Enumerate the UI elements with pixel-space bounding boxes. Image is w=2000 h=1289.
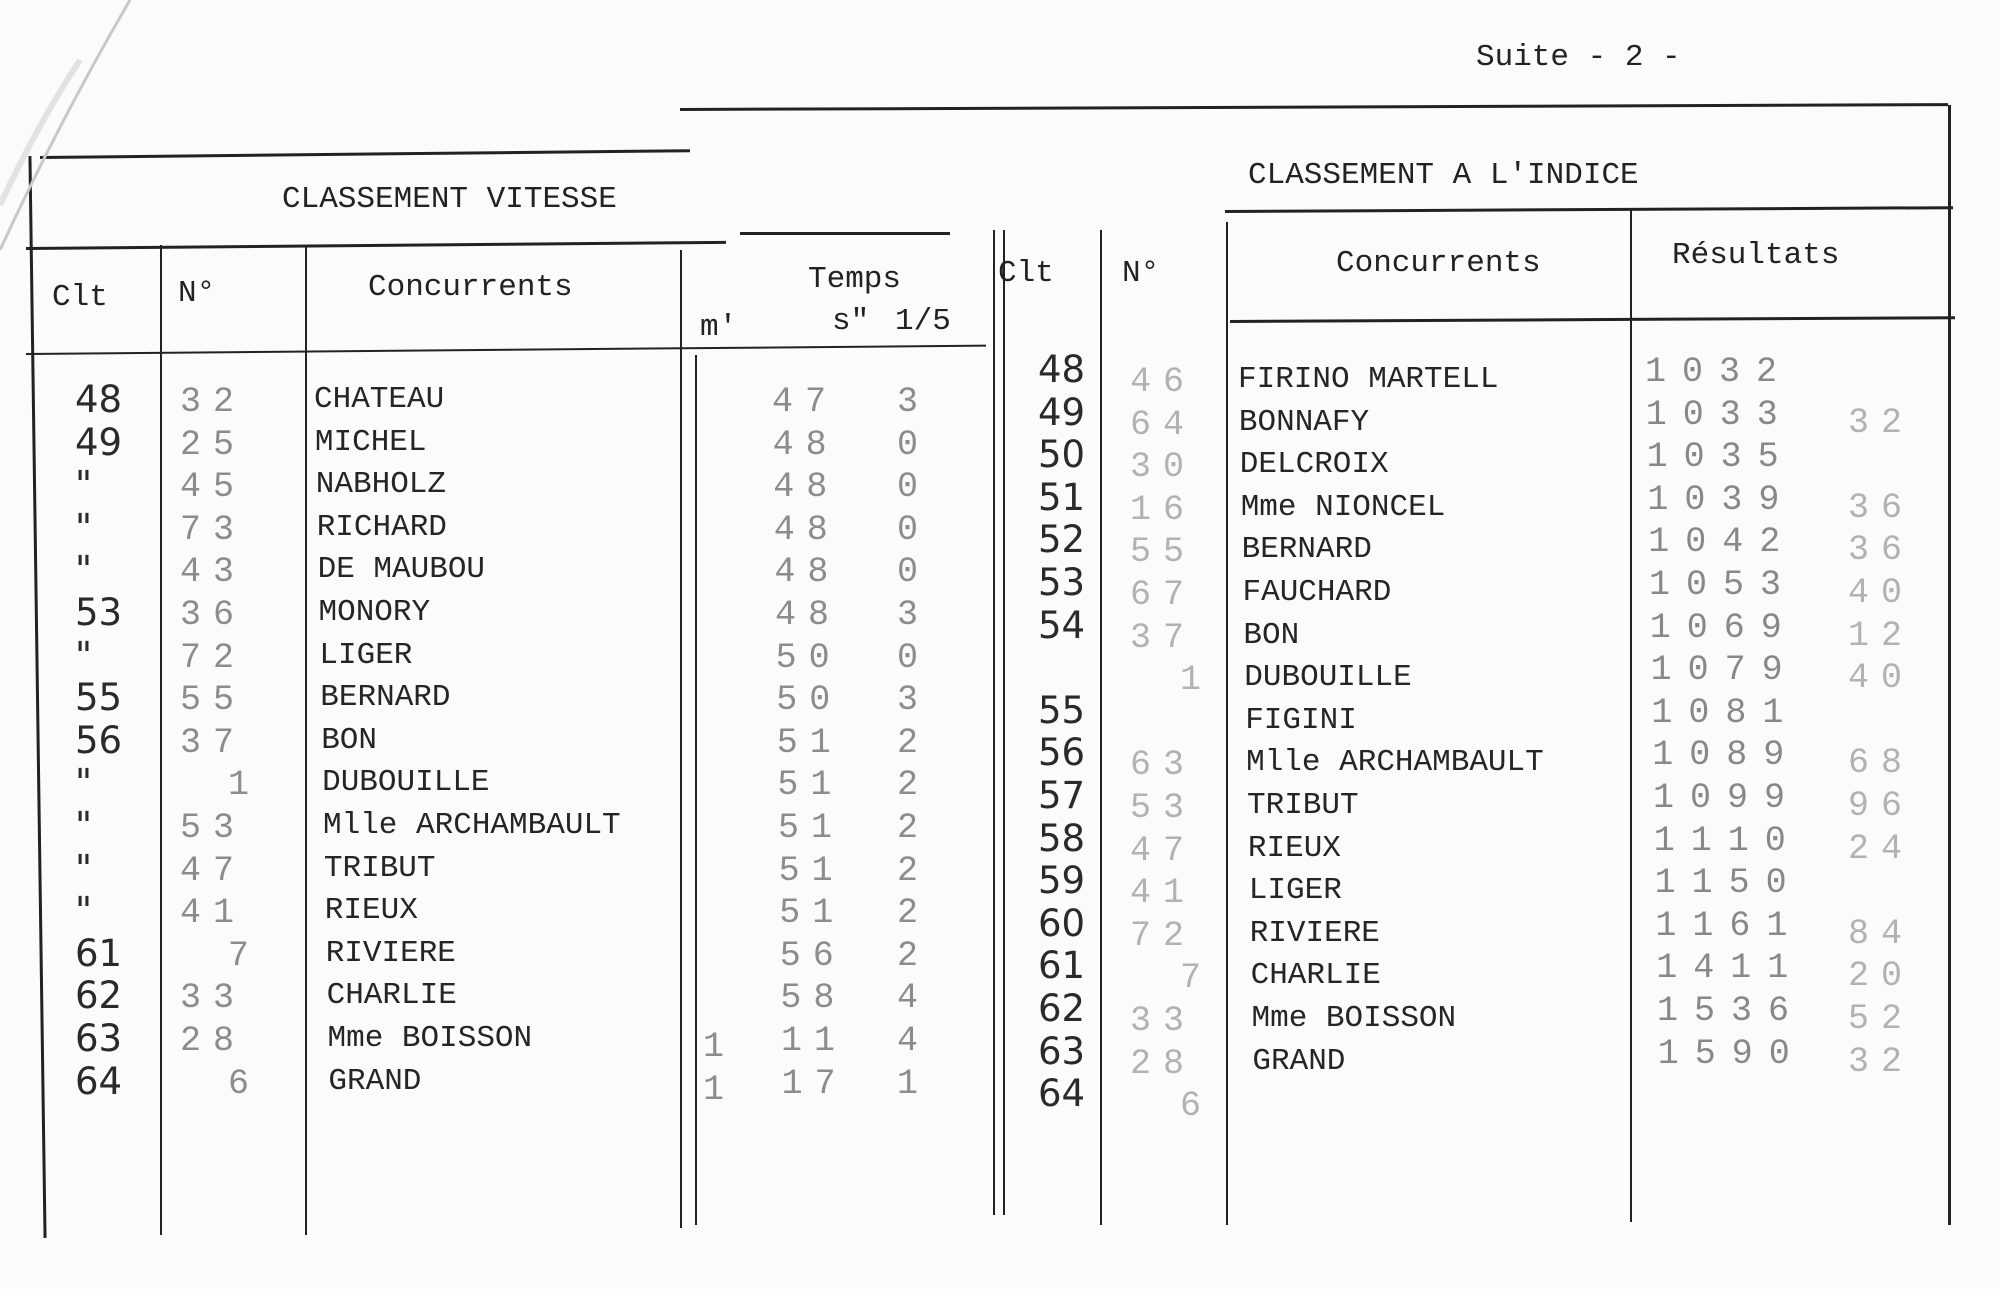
index-extra-cell: 20 [1848, 956, 1915, 997]
index-extra-cell: 40 [1848, 573, 1915, 613]
speed-col-time-sec: s" [832, 304, 870, 339]
column-header-bottom-right [1230, 316, 1955, 323]
speed-rank-cell: " [75, 889, 93, 933]
speed-time-fifth-cell: 2 [897, 850, 931, 891]
index-rank-cell: 61 [1038, 944, 1086, 988]
speed-time-fifth-cell: 2 [897, 722, 931, 763]
speed-time-fifth-cell: 3 [897, 382, 931, 422]
speed-time-sec-cell: 11 [781, 1021, 848, 1061]
speed-competitor-cell: Mme BOISSON [327, 1021, 533, 1056]
speed-time-fifth-cell: 4 [897, 1021, 931, 1061]
speed-competitor-cell: TRIBUT [323, 850, 436, 886]
speed-number-cell: 43 [180, 552, 247, 593]
index-result-cell: 1039 [1647, 479, 1796, 520]
index-rank-cell: 50 [1038, 433, 1086, 477]
col-line-time [695, 355, 697, 1225]
speed-number-cell: 47 [180, 850, 247, 891]
index-result-cell: 1161 [1655, 905, 1804, 946]
speed-col-time: Temps [808, 262, 902, 297]
speed-time-fifth-cell: 0 [897, 552, 931, 593]
index-competitor-cell: TRIBUT [1247, 788, 1359, 823]
speed-number-cell: 55 [180, 680, 247, 721]
speed-rank-cell: 53 [75, 591, 123, 634]
index-number-cell: 30 [1130, 447, 1197, 488]
index-rank-cell: 54 [1038, 603, 1086, 647]
index-competitor-cell: BON [1243, 617, 1300, 653]
index-competitor-cell: Mme NIONCEL [1240, 489, 1446, 525]
speed-number-cell: 72 [180, 637, 247, 678]
index-result-cell: 1035 [1646, 437, 1795, 478]
index-number-cell: 64 [1130, 404, 1197, 445]
speed-rank-cell: " [75, 846, 93, 890]
speed-competitor-cell: DUBOUILLE [322, 765, 490, 801]
index-extra-cell: 52 [1848, 999, 1915, 1039]
speed-rank-cell: 61 [75, 931, 123, 975]
speed-number-cell: 33 [180, 978, 247, 1019]
speed-rank-cell: " [75, 463, 93, 507]
speed-competitor-cell: MONORY [318, 595, 431, 630]
index-rank-cell: 60 [1038, 901, 1086, 945]
index-result-cell: 1590 [1657, 1033, 1806, 1074]
speed-time-fifth-cell: 2 [897, 935, 931, 976]
speed-number-cell: 36 [180, 595, 247, 635]
index-competitor-cell: GRAND [1252, 1043, 1346, 1079]
column-header-bottom-left [26, 345, 986, 355]
index-rank-cell: 48 [1038, 348, 1086, 391]
index-number-cell: 37 [1130, 617, 1197, 658]
speed-col-competitors: Concurrents [368, 270, 573, 305]
header-divider-left [26, 241, 726, 250]
index-competitor-cell: CHARLIE [1250, 958, 1381, 994]
index-result-cell: 1110 [1653, 820, 1802, 861]
index-extra-cell: 36 [1848, 487, 1915, 528]
speed-col-time-min: m' [700, 310, 738, 345]
index-competitor-cell: FIGINI [1245, 702, 1357, 738]
speed-time-sec-cell: 17 [781, 1063, 848, 1104]
index-col-number: N° [1122, 256, 1160, 291]
speed-competitor-cell: Mlle ARCHAMBAULT [323, 808, 621, 843]
index-rank-cell: 57 [1038, 774, 1086, 817]
speed-time-sec-cell: 51 [778, 850, 845, 891]
speed-col-rank: Clt [52, 280, 108, 315]
index-number-cell: 63 [1130, 745, 1197, 786]
index-result-cell: 1069 [1649, 607, 1798, 648]
speed-time-min-cell: 1 [703, 1069, 737, 1110]
index-number-cell: 55 [1130, 532, 1197, 573]
index-rank-cell: 53 [1038, 561, 1086, 604]
top-border-right [680, 103, 1948, 111]
index-result-cell: 1536 [1657, 991, 1806, 1031]
speed-time-sec-cell: 50 [776, 680, 843, 721]
speed-time-fifth-cell: 2 [897, 893, 931, 934]
speed-time-fifth-cell: 0 [897, 424, 931, 465]
speed-time-fifth-cell: 2 [897, 765, 931, 806]
speed-col-time-fifth: 1/5 [895, 304, 951, 339]
speed-rank-cell: 63 [75, 1017, 123, 1060]
index-rank-cell: 64 [1038, 1072, 1086, 1116]
index-rank-cell: 51 [1038, 475, 1086, 519]
speed-competitor-cell: NABHOLZ [315, 467, 447, 503]
index-number-cell: 67 [1130, 575, 1197, 615]
index-rank-cell: 56 [1038, 731, 1086, 775]
index-extra-cell: 84 [1848, 913, 1915, 954]
speed-competitor-cell: GRAND [328, 1063, 422, 1099]
index-number-cell: 41 [1130, 873, 1197, 914]
speed-rank-cell: 62 [75, 974, 123, 1018]
speed-time-fifth-cell: 3 [897, 595, 931, 635]
index-rank-cell: 59 [1038, 859, 1086, 903]
index-competitor-cell: DUBOUILLE [1244, 660, 1412, 696]
speed-number-cell: 7 [228, 935, 262, 976]
index-competitor-cell: Mme BOISSON [1251, 1001, 1457, 1036]
index-rank-cell: 49 [1038, 390, 1086, 434]
speed-time-sec-cell: 48 [775, 595, 842, 635]
col-line-rank [160, 245, 162, 1235]
index-number-cell: 6 [1180, 1086, 1214, 1127]
speed-time-fifth-cell: 0 [897, 509, 931, 550]
header-divider-mid [740, 232, 950, 235]
index-competitor-cell: Mlle ARCHAMBAULT [1246, 745, 1544, 781]
speed-time-fifth-cell: 1 [897, 1063, 931, 1104]
speed-time-sec-cell: 51 [779, 893, 846, 934]
speed-time-sec-cell: 48 [772, 424, 839, 465]
index-number-cell: 16 [1130, 489, 1197, 530]
speed-rank-cell: 49 [75, 420, 123, 464]
index-number-cell: 1 [1180, 660, 1214, 701]
index-number-cell: 72 [1130, 915, 1197, 956]
speed-time-sec-cell: 48 [774, 552, 841, 593]
col-line-index-competitors [1630, 210, 1632, 1222]
index-result-cell: 1081 [1651, 692, 1800, 733]
speed-time-min-cell: 1 [703, 1027, 737, 1067]
speed-competitor-cell: DE MAUBOU [317, 552, 486, 588]
index-competitor-cell: RIEUX [1247, 830, 1341, 866]
speed-col-number: N° [178, 276, 216, 311]
index-rank-cell: 62 [1038, 987, 1086, 1030]
speed-rank-cell: " [75, 804, 93, 847]
index-competitor-cell: FAUCHARD [1242, 575, 1392, 610]
speed-number-cell: 1 [228, 765, 262, 806]
col-line-number [305, 247, 307, 1235]
speed-time-sec-cell: 48 [773, 509, 840, 550]
speed-time-fifth-cell: 0 [897, 467, 931, 508]
speed-competitor-cell: CHARLIE [326, 978, 457, 1014]
header-divider-right [1225, 206, 1953, 213]
speed-time-sec-cell: 48 [773, 467, 840, 508]
col-line-index-number [1226, 222, 1228, 1225]
right-edge [1948, 105, 1951, 1225]
index-competitor-cell: RIVIERE [1249, 915, 1380, 951]
index-result-cell: 1042 [1648, 522, 1797, 563]
index-rank-cell: 55 [1038, 688, 1086, 732]
speed-time-sec-cell: 51 [778, 808, 845, 848]
index-result-cell: 1079 [1650, 650, 1799, 691]
speed-time-fifth-cell: 4 [897, 978, 931, 1019]
index-number-cell: 46 [1130, 362, 1197, 402]
top-border-left [40, 149, 690, 159]
speed-rank-cell: " [75, 548, 93, 592]
speed-number-cell: 53 [180, 808, 247, 848]
speed-rank-cell: 64 [75, 1059, 123, 1103]
speed-number-cell: 37 [180, 722, 247, 763]
speed-time-sec-cell: 51 [776, 722, 843, 763]
speed-number-cell: 41 [180, 893, 247, 934]
index-result-cell: 1150 [1654, 863, 1803, 904]
index-result-cell: 1053 [1649, 565, 1798, 605]
index-extra-cell: 36 [1848, 530, 1915, 571]
index-result-cell: 1411 [1656, 948, 1805, 989]
index-rank-cell: 52 [1038, 518, 1086, 562]
speed-ranking-title: CLASSEMENT VITESSE [282, 182, 617, 217]
speed-rank-cell: " [75, 633, 93, 677]
index-rank-cell: 63 [1038, 1029, 1086, 1073]
speed-competitor-cell: RIVIERE [325, 935, 456, 971]
index-number-cell: 28 [1130, 1043, 1197, 1084]
index-competitor-cell: LIGER [1248, 873, 1342, 909]
left-edge [28, 156, 46, 1238]
index-col-competitors: Concurrents [1336, 246, 1541, 281]
index-competitor-cell: DELCROIX [1239, 447, 1389, 483]
speed-rank-cell: 48 [75, 378, 123, 421]
index-number-cell: 47 [1130, 830, 1197, 871]
speed-competitor-cell: MICHEL [314, 424, 427, 460]
index-competitor-cell: BERNARD [1241, 532, 1372, 568]
speed-time-fifth-cell: 3 [897, 680, 931, 721]
col-line-competitors [680, 250, 682, 1228]
speed-competitor-cell: BON [321, 722, 377, 758]
col-line-index-rank [1100, 230, 1102, 1225]
index-competitor-cell: FIRINO MARTELL [1238, 362, 1499, 397]
speed-time-sec-cell: 47 [772, 382, 839, 422]
speed-time-sec-cell: 56 [779, 935, 846, 976]
speed-number-cell: 28 [180, 1021, 247, 1061]
speed-time-sec-cell: 50 [775, 637, 842, 678]
index-result-cell: 1033 [1645, 394, 1794, 435]
index-extra-cell: 24 [1848, 828, 1915, 869]
speed-competitor-cell: RICHARD [316, 509, 447, 545]
speed-time-fifth-cell: 0 [897, 637, 931, 678]
index-number-cell: 33 [1130, 1001, 1197, 1041]
section-divider-b [1003, 230, 1005, 1215]
index-extra-cell: 32 [1848, 1041, 1915, 1082]
index-result-cell: 1099 [1653, 778, 1802, 818]
speed-rank-cell: 56 [75, 718, 123, 762]
page-header: Suite - 2 - [1476, 40, 1681, 75]
speed-time-sec-cell: 51 [777, 765, 844, 806]
index-extra-cell: 96 [1848, 786, 1915, 826]
speed-number-cell: 25 [180, 424, 247, 465]
speed-competitor-cell: CHATEAU [314, 382, 445, 417]
speed-rank-cell: " [75, 761, 93, 805]
speed-number-cell: 73 [180, 509, 247, 550]
speed-number-cell: 6 [228, 1063, 262, 1104]
speed-competitor-cell: RIEUX [324, 893, 418, 929]
speed-competitor-cell: LIGER [319, 637, 413, 673]
speed-competitor-cell: BERNARD [320, 680, 451, 716]
index-rank-cell: 58 [1038, 816, 1086, 860]
index-result-cell: 1032 [1645, 352, 1794, 392]
index-competitor-cell: BONNAFY [1238, 404, 1370, 440]
section-divider-a [993, 230, 995, 1215]
index-number-cell: 53 [1130, 788, 1197, 828]
speed-time-sec-cell: 58 [780, 978, 847, 1019]
speed-rank-cell: " [75, 505, 93, 549]
speed-rank-cell: 55 [75, 676, 123, 720]
speed-number-cell: 32 [180, 382, 247, 422]
index-extra-cell: 12 [1848, 615, 1915, 656]
index-extra-cell: 68 [1848, 743, 1915, 784]
index-number-cell: 7 [1180, 958, 1214, 999]
index-ranking-title: CLASSEMENT A L'INDICE [1248, 158, 1639, 193]
index-extra-cell: 32 [1848, 402, 1915, 443]
index-result-cell: 1089 [1652, 735, 1801, 776]
index-extra-cell: 40 [1848, 658, 1915, 699]
speed-number-cell: 45 [180, 467, 247, 508]
index-col-results: Résultats [1672, 238, 1840, 273]
speed-time-fifth-cell: 2 [897, 808, 931, 848]
index-col-rank: Clt [998, 256, 1054, 291]
